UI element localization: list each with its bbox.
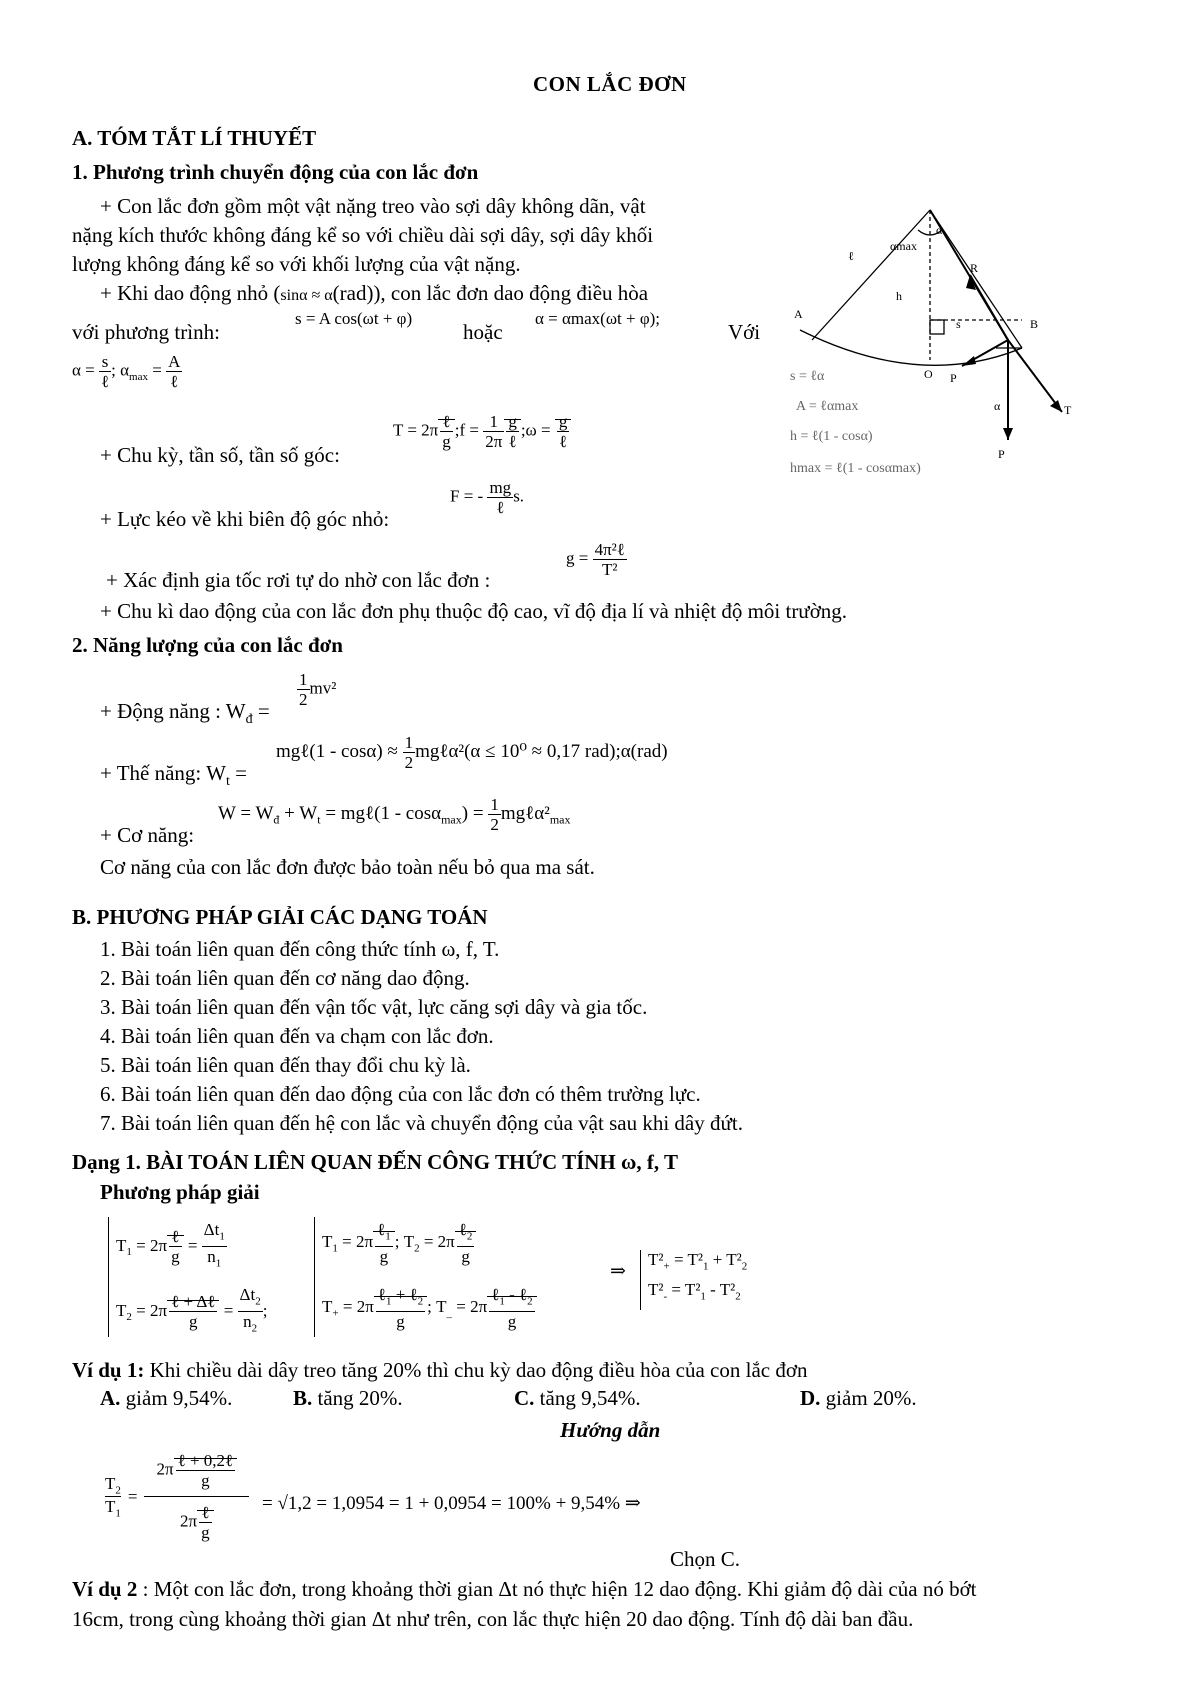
with-word: Với bbox=[728, 320, 761, 344]
example-1-option-b: B. tăng 20%. bbox=[293, 1386, 403, 1410]
g-formula: g = $\frac{\text{4π²ℓ}}{\text{T²}}$ bbox=[566, 540, 625, 579]
example-2-line-2: 16cm, trong cùng khoảng thời gian Δt như trên, con lắc thực hiện 20 dao động. Tính độ dài ban đầu. bbox=[72, 1607, 914, 1631]
small-angle-approx: sinα ≈ α bbox=[280, 287, 333, 304]
example-1-option-a: A. giảm 9,54%. bbox=[100, 1386, 233, 1410]
label-h: h bbox=[896, 289, 902, 303]
method-item-2: 2. Bài toán liên quan đến cơ năng dao động. bbox=[100, 966, 470, 990]
answer-choice: Chọn C. bbox=[670, 1547, 741, 1571]
ratio-formula: $T_2$ $T_1$ = 2π $\frac{\text{ℓ + 0,2ℓ}}{g}$ 2π $\frac{\text{ℓ}}{g}$ bbox=[104, 1450, 250, 1543]
diagram-eq-hmax: hmax = ℓ(1 - cosαmax) bbox=[790, 461, 921, 476]
diagram-eq-s: s = ℓα bbox=[790, 369, 825, 384]
label-t: T bbox=[1064, 403, 1072, 417]
or-word: hoặc bbox=[463, 320, 503, 344]
label-p1: P bbox=[950, 371, 957, 385]
label-b: B bbox=[1030, 317, 1039, 331]
label-alpha-2: α bbox=[994, 399, 1001, 413]
system-3-line-1: $T^2_+ = T^2_1 + T^2_2$ bbox=[648, 1250, 748, 1273]
equation-s: s = A cos(ωt + φ) bbox=[295, 309, 413, 328]
system-2-line-1: $T_1 = 2\pi$ $\frac{\ell_1}{g}$ ; $T_2 = 2\pi$ $\frac{\ell_2}{g}$ bbox=[322, 1220, 476, 1266]
method-item-6: 6. Bài toán liên quan đến dao động của con lắc đơn có thêm trường lực. bbox=[100, 1082, 701, 1106]
page-title: CON LẮC ĐƠN bbox=[533, 72, 687, 96]
diagram-eq-a: A = ℓαmax bbox=[796, 399, 859, 414]
dang1-heading: Dạng 1. BÀI TOÁN LIÊN QUAN ĐẾN CÔNG THỨC TÍNH ω, f, T bbox=[72, 1150, 678, 1174]
para-1-line-1: + Con lắc đơn gồm một vật nặng treo vào sợi dây không dãn, vật bbox=[100, 194, 646, 218]
method-item-3: 3. Bài toán liên quan đến vận tốc vật, lực căng sợi dây và gia tốc. bbox=[100, 995, 648, 1019]
system-3-line-2: $T^2_- = T^2_1 - T^2_2$ bbox=[648, 1280, 741, 1303]
conservation-text: Cơ năng của con lắc đơn được bảo toàn nếu bỏ qua ma sát. bbox=[100, 855, 595, 879]
label-l: ℓ bbox=[848, 249, 854, 263]
left-brace-2 bbox=[314, 1217, 315, 1337]
para-1-line-2: nặng kích thước không đáng kể so với chiều dài sợi dây, sợi dây khối bbox=[72, 223, 654, 247]
method-label: Phương pháp giải bbox=[100, 1180, 260, 1204]
example-1-option-c: C. tăng 9,54%. bbox=[514, 1386, 641, 1410]
equation-alpha: α = αmax(ωt + φ); bbox=[535, 309, 661, 328]
label-o: O bbox=[924, 367, 933, 381]
period-formula: T = 2π $\frac{\text{ℓ}}{g}$ ;f = $\frac{1}{2\pi}$ $\frac{g}{\text{ℓ}}$ ;ω = $\frac{g}{\text{ℓ}}$ bbox=[393, 412, 571, 451]
g-label: + Xác định gia tốc rơi tự do nhờ con lắc đơn : bbox=[106, 568, 491, 592]
method-item-7: 7. Bài toán liên quan đến hệ con lắc và chuyển động của vật sau khi dây đứt. bbox=[100, 1111, 743, 1135]
label-alpha: α bbox=[936, 223, 943, 237]
example-2-line-1: Ví dụ 2 : Một con lắc đơn, trong khoảng thời gian Δt nó thực hiện 12 dao động. Khi giảm độ dài của nó bớt bbox=[72, 1577, 977, 1601]
ratio-result: = √1,2 = 1,0954 = 1 + 0,0954 = 100% + 9,54% ⇒ bbox=[262, 1493, 641, 1514]
diagram-eq-h: h = ℓ(1 - cosα) bbox=[790, 429, 873, 444]
pendulum-diagram bbox=[790, 200, 1090, 500]
example-1-option-d: D. giảm 20%. bbox=[800, 1386, 917, 1410]
method-item-5: 5. Bài toán liên quan đến thay đổi chu kỳ là. bbox=[100, 1053, 471, 1077]
para-2-text-b: (rad)), con lắc đơn dao động điều hòa bbox=[332, 281, 649, 305]
label-r: R bbox=[970, 261, 979, 275]
system-1-line-1: $T_1 = 2\pi$ $\frac{\text{ℓ}}{g}$ = $\frac{\Delta t_1}{n_1}$ bbox=[116, 1220, 225, 1270]
force-label: + Lực kéo về khi biên độ góc nhỏ: bbox=[100, 507, 390, 531]
system-1-line-2: $T_2 = 2\pi$ $\frac{\text{ℓ + Δℓ}}{g}$ = $\frac{\Delta t_2}{n_2}$ ; bbox=[116, 1285, 268, 1335]
mechanical-label: + Cơ năng: bbox=[100, 823, 195, 847]
potential-formula: mgℓ(1 - cosα) ≈ $\frac{1}{2}$ mgℓα²(α ≤ 10⁰ ≈ 0,17 rad);α(rad) bbox=[276, 733, 668, 772]
period-label: + Chu kỳ, tần số, tần số góc: bbox=[100, 443, 340, 467]
alpha-relation: α = $\frac{s}{\text{ℓ}}$ ; $\alpha_{max}$ = $\frac{A}{\text{ℓ}}$ bbox=[72, 352, 181, 391]
potential-label: + Thế năng: $W_t$ = bbox=[100, 761, 247, 790]
implies-arrow: ⇒ bbox=[610, 1261, 626, 1282]
kinetic-label: + Động năng : $W_đ$ = bbox=[100, 699, 270, 728]
method-item-1: 1. Bài toán liên quan đến công thức tính ω, f, T. bbox=[100, 937, 500, 961]
guide-heading: Hướng dẫn bbox=[560, 1418, 661, 1442]
para-1-line-3: lượng không đáng kể so với khối lượng của vật nặng. bbox=[72, 252, 521, 276]
label-s: s bbox=[956, 317, 961, 331]
mechanical-formula: $W = W_đ + W_t$ = mgℓ(1 - cosα$_{max}$) = $\frac{1}{2}$ $mg\ell\alpha^2_{max}$ bbox=[218, 795, 571, 834]
example-1-question: Ví dụ 1: Khi chiều dài dây treo tăng 20% thì chu kỳ dao động điều hòa của con lắc đơn bbox=[72, 1358, 808, 1382]
left-brace-3 bbox=[640, 1250, 641, 1310]
section-b-heading: B. PHƯƠNG PHÁP GIẢI CÁC DẠNG TOÁN bbox=[72, 905, 488, 929]
kinetic-formula: $\frac{1}{2}$ mv² bbox=[299, 670, 337, 709]
subheading-2: 2. Năng lượng của con lắc đơn bbox=[72, 633, 343, 657]
method-item-4: 4. Bài toán liên quan đến va chạm con lắc đơn. bbox=[100, 1024, 494, 1048]
subheading-1: 1. Phương trình chuyển động của con lắc đơn bbox=[72, 160, 479, 184]
force-formula: F = - $\frac{mg}{\text{ℓ}}$ s. bbox=[450, 478, 525, 517]
label-p2: P bbox=[998, 447, 1005, 461]
label-a: A bbox=[794, 307, 803, 321]
period-dependence: + Chu kì dao động của con lắc đơn phụ thuộc độ cao, vĩ độ địa lí và nhiệt độ môi trường. bbox=[100, 599, 848, 623]
label-alpha-max: αmax bbox=[890, 239, 917, 253]
section-a-heading: A. TÓM TẮT LÍ THUYẾT bbox=[72, 126, 317, 150]
para-2-line-1 bbox=[100, 279, 648, 310]
para-2-line-2-label: với phương trình: bbox=[72, 320, 220, 344]
system-2-line-2: $T_+ = 2\pi$ $\frac{\ell_1 + \ell_2}{g}$ ; $T_{\_} = 2\pi$ $\frac{\ell_1 - \ell_2}{g}$ bbox=[322, 1285, 537, 1331]
left-brace-1 bbox=[108, 1217, 109, 1337]
para-2-text-a: + Khi dao động nhỏ ( bbox=[100, 281, 281, 305]
